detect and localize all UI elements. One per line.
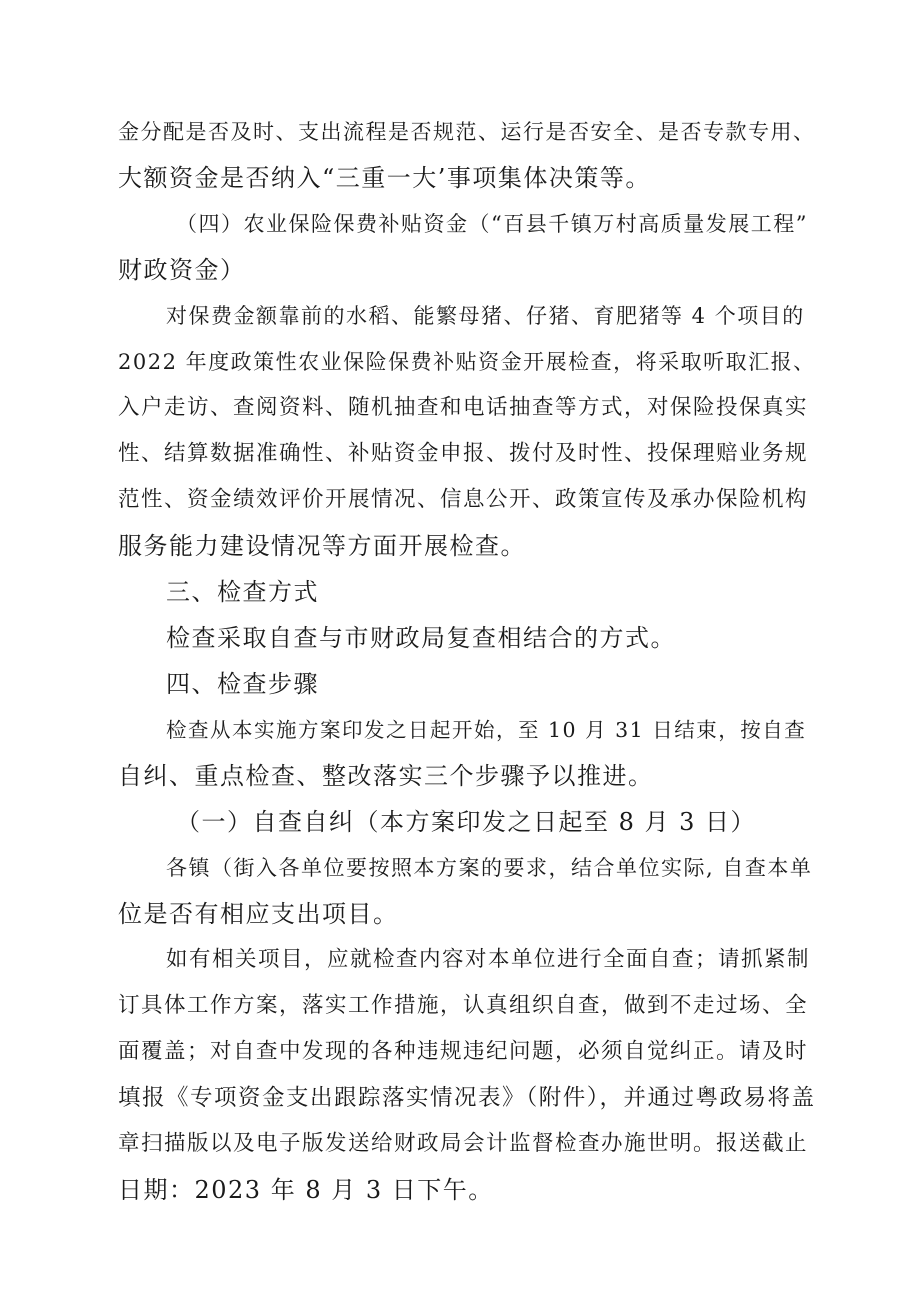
body-text-line: 自纠、重点检查、整改落实三个步骤予以推进。 xyxy=(118,762,654,790)
body-text-line: 服务能力建设情况等方面开展检查。 xyxy=(118,532,526,560)
body-text-line: 日期：2023 年 8 月 3 日下午。 xyxy=(118,1176,494,1204)
subsection-heading-1: （一）自查自纠（本方案印发之日起至 8 月 3 日） xyxy=(176,808,757,836)
body-text-line: 性、结算数据准确性、补贴资金申报、拨付及时性、投保理赔业务规 xyxy=(118,441,809,466)
section-heading-4-steps: 四、检查步骤 xyxy=(166,670,319,698)
body-text-line: 章扫描版以及电子版发送给财政局会计监督检查办施世明。报送截止 xyxy=(118,1131,809,1156)
section-heading-4: （四）农业保险保费补贴资金（“百县千镇万村高质量发展工程” xyxy=(176,212,808,236)
body-text-line: 大额资金是否纳入“三重一大’事项集体决策等。 xyxy=(118,164,651,192)
section-heading-4-cont: 财政资金） xyxy=(118,256,246,284)
body-text-line: 各镇（街入各单位要按照本方案的要求，结合单位实际, 自查本单 xyxy=(166,856,813,880)
body-text-line: 对保费金额靠前的水稻、能繁母猪、仔猪、育肥猪等 4 个项目的 xyxy=(166,304,805,328)
body-text-line: 范性、资金绩效评价开展情况、信息公开、政策宣传及承办保险机构 xyxy=(118,487,809,512)
body-text-line: 如有相关项目，应就检查内容对本单位进行全面自查；请抓紧制 xyxy=(166,947,811,972)
body-text-line: 位是否有相应支出项目。 xyxy=(118,900,399,928)
body-text-line: 填报《专项资金支出跟踪落实情况表》（附件），并通过粤政易将盖 xyxy=(118,1085,816,1111)
body-text-line: 入户走访、查阅资料、随机抽查和电话抽查等方式，对保险投保真实 xyxy=(118,395,809,420)
body-text-line: 检查从本实施方案印发之日起开始，至 10 月 31 日结束，按自查 xyxy=(166,718,807,742)
section-heading-3: 三、检查方式 xyxy=(166,578,319,606)
body-text-line: 面覆盖；对自查中发现的各种违规违纪问题，必须自觉纠正。请及时 xyxy=(118,1039,809,1064)
body-text-line: 订具体工作方案，落实工作措施，认真组织自查，做到不走过场、全 xyxy=(118,993,809,1018)
body-text-line: 2022 年度政策性农业保险保费补贴资金开展检查，将采取听取汇报、 xyxy=(118,350,816,374)
body-text-line: 金分配是否及时、支出流程是否规范、运行是否安全、是否专款专用、 xyxy=(118,120,816,144)
body-text-line: 检查采取自查与市财政局复查相结合的方式。 xyxy=(166,624,676,652)
